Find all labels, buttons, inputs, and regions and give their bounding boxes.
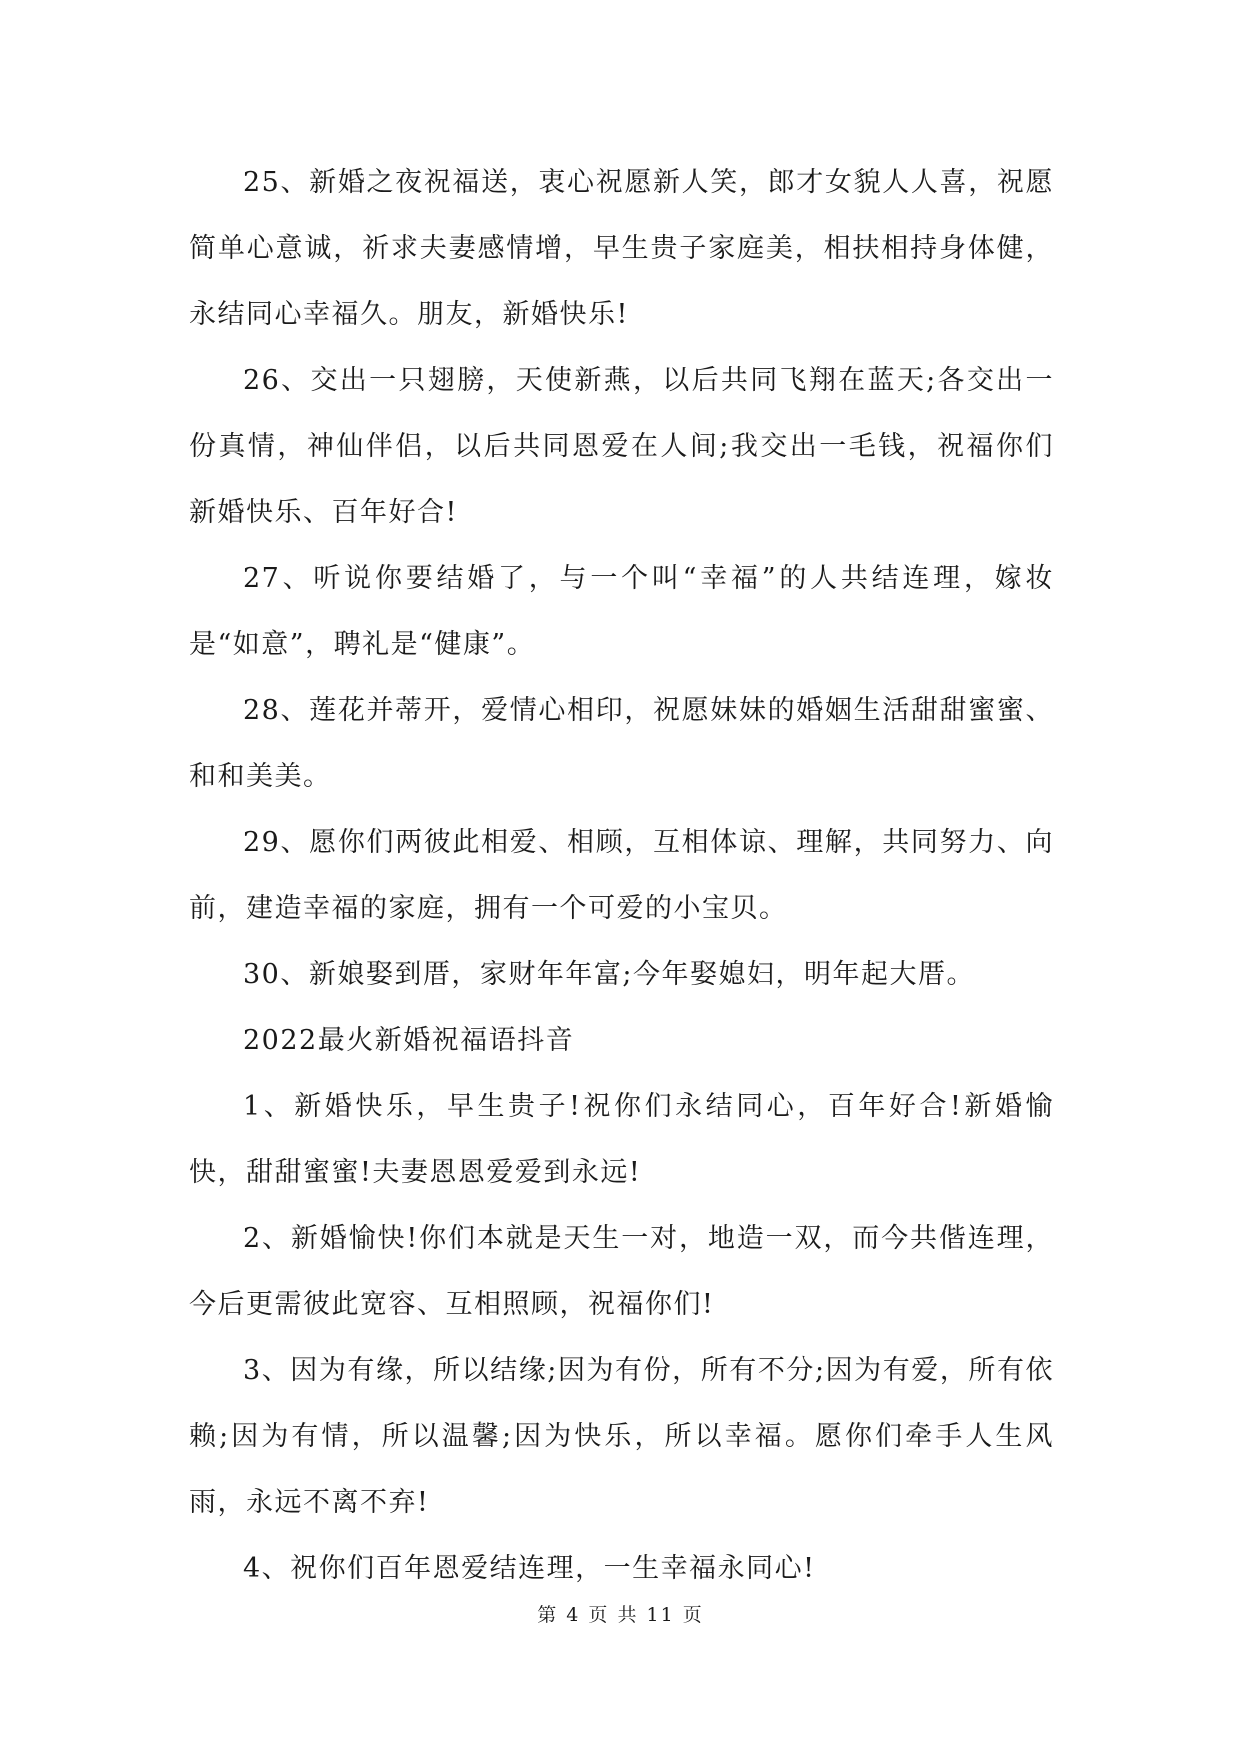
paragraph-1: 1、新婚快乐，早生贵子!祝你们永结同心，百年好合!新婚愉快，甜甜蜜蜜!夫妻恩恩爱爱到永远! [189, 1091, 1054, 1188]
page-number-footer: 第 4 页 共 11 页 [537, 1604, 704, 1626]
paragraph-2: 2、新婚愉快!你们本就是天生一对，地造一双，而今共偕连理，今后更需彼此宽容、互相照顾，祝福你们! [189, 1223, 1054, 1320]
section-heading: 2022最火新婚祝福语抖音 [243, 1025, 575, 1056]
paragraph-28: 28、莲花并蒂开，爱情心相印，祝愿妹妹的婚姻生活甜甜蜜蜜、和和美美。 [189, 695, 1054, 792]
paragraph-25: 25、新婚之夜祝福送，衷心祝愿新人笑，郎才女貌人人喜，祝愿简单心意诚，祈求夫妻感情增，早生贵子家庭美，相扶相持身体健，永结同心幸福久。朋友，新婚快乐! [189, 167, 1054, 330]
document-body [189, 150, 1054, 1602]
paragraph-29: 29、愿你们两彼此相爱、相顾，互相体谅、理解，共同努力、向前，建造幸福的家庭，拥有一个可爱的小宝贝。 [189, 827, 1054, 924]
paragraph-3: 3、因为有缘，所以结缘;因为有份，所有不分;因为有爱，所有依赖;因为有情，所以温馨;因为快乐，所以幸福。愿你们牵手人生风雨，永远不离不弃! [189, 1355, 1054, 1518]
paragraph-30: 30、新娘娶到厝，家财年年富;今年娶媳妇，明年起大厝。 [243, 959, 975, 990]
paragraph-27: 27、听说你要结婚了，与一个叫“幸福”的人共结连理，嫁妆是“如意”，聘礼是“健康”。 [189, 563, 1054, 660]
paragraph-4: 4、祝你们百年恩爱结连理，一生幸福永同心! [243, 1553, 816, 1584]
paragraph-26: 26、交出一只翅膀，天使新燕，以后共同飞翔在蓝天;各交出一份真情，神仙伴侣，以后共同恩爱在人间;我交出一毛钱，祝福你们新婚快乐、百年好合! [189, 365, 1054, 528]
